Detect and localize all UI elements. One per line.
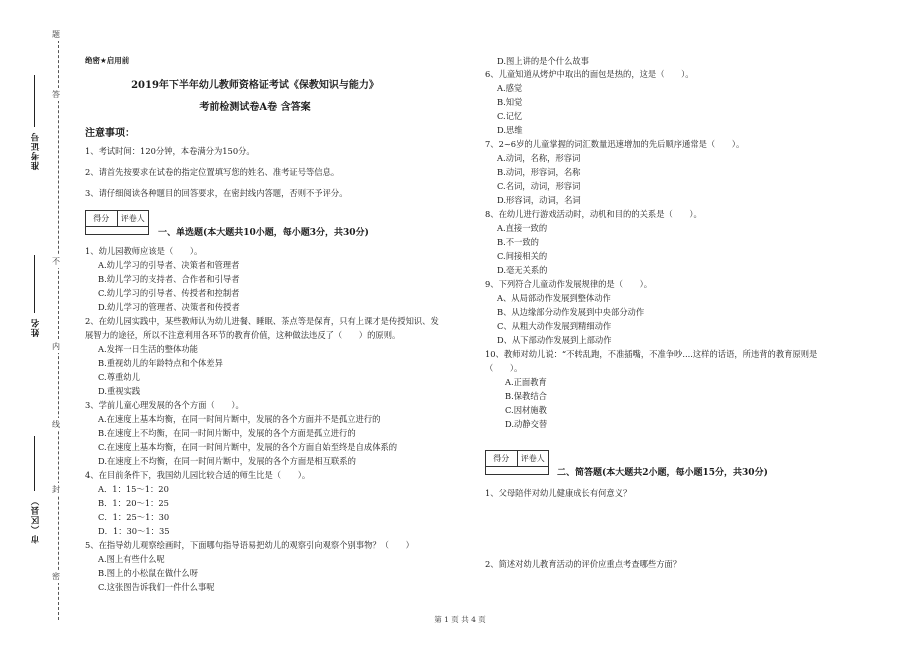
- question-option: A.直接一致的: [497, 223, 548, 233]
- question-stem: 4、在目前条件下，我国幼儿园比较合适的师生比是（ ）。: [85, 470, 311, 480]
- page-title: 2019年下半年幼儿教师资格证考试《保教知识与能力》: [131, 80, 379, 91]
- score-box: [485, 450, 549, 467]
- question-stem: 8、在幼儿进行游戏活动时，动机和目的的关系是（ ）。: [485, 209, 702, 219]
- question-option: B.幼儿学习的支持者、合作者和引导者: [98, 274, 240, 284]
- name-line: [34, 255, 35, 313]
- question-option: B.知觉: [497, 97, 523, 107]
- question-option: A.图上有些什么呢: [98, 554, 165, 564]
- exam-number-line: [34, 75, 35, 127]
- cut-char: 内: [52, 342, 60, 351]
- question-option: C.幼儿学习的引导者、传授者和控制者: [98, 288, 240, 298]
- question-option: B．1：20～1：25: [98, 498, 169, 508]
- score-label: 得分: [93, 214, 110, 223]
- question-option: D.幼儿学习的管理者、决策者和传授者: [98, 302, 240, 312]
- question-stem: 1、幼儿园教师应该是（ ）。: [85, 246, 203, 256]
- question-stem: 展智力的途径，所以不注意利用各环节的教育价值，这种做法违反了（ ）的原则。: [85, 330, 401, 340]
- question-option: A.动词，名称，形容词: [497, 153, 581, 163]
- notice-heading: 注意事项：: [85, 128, 135, 139]
- binding-margin: [0, 0, 75, 650]
- notice-item: 3、请仔细阅读各种题目的回答要求，在密封线内答题，否则不予评分。: [85, 188, 348, 198]
- question-option: A.发挥一日生活的整体功能: [98, 344, 198, 354]
- question-stem: 5、在指导幼儿观察绘画时，下面哪句指导语易把幼儿的观察引向观察个别事物？（ ）: [85, 540, 414, 550]
- notice-item: 2、请首先按要求在试卷的指定位置填写您的姓名、准考证号等信息。: [85, 167, 340, 177]
- question-option: A.感觉: [497, 83, 523, 93]
- cut-char: 题: [52, 30, 60, 39]
- question-option: C、从粗大动作发展到精细动作: [497, 321, 612, 331]
- question-option: A.在速度上基本均衡，在同一时间片断中，发展的各个方面并不是孤立进行的: [98, 414, 381, 424]
- question-option: D.形容词，动词，名词: [497, 195, 581, 205]
- grader-label: 评卷人: [517, 451, 549, 466]
- cut-char: 答: [52, 90, 60, 99]
- question-option: A．1：15～1：20: [98, 484, 169, 494]
- cut-char: 不: [52, 257, 60, 266]
- question-stem: 7、2~6岁的儿童掌握的词汇数量迅速增加的先后顺序通常是（ ）。: [485, 139, 745, 149]
- question-option: B.图上的小松鼠在做什么呀: [98, 568, 199, 578]
- page-footer: 第 1 页 共 4 页: [434, 615, 486, 624]
- question-option: C.记忆: [497, 111, 523, 121]
- question-option: D.在速度上不均衡，在同一时间片断中，发展的各个方面是相互联系的: [98, 456, 356, 466]
- question-option: C.这张图告诉我们一件什么事呢: [98, 582, 215, 592]
- grader-label: 评卷人: [117, 211, 149, 226]
- section2-heading: 二、简答题(本大题共2小题，每小题15分，共30分): [557, 468, 768, 478]
- district-line: [34, 436, 35, 491]
- question-stem: 6、儿童知道从烤炉中取出的面包是热的，这是（ ）。: [485, 69, 694, 79]
- question-option: D.重视实践: [98, 386, 141, 396]
- question-option: C.尊重幼儿: [98, 372, 140, 382]
- question-option: C.在速度上基本均衡，在同一时间片断中，发展的各个方面自始至终是自成体系的: [98, 442, 398, 452]
- district-label: 市（区县）: [31, 496, 41, 544]
- question-option: C．1：25～1：30: [98, 512, 170, 522]
- question-stem: 3、学前儿童心理发展的各个方面（ ）。: [85, 400, 244, 410]
- question-option: C.因材施教: [505, 405, 547, 415]
- question-stem: 1、父母陪伴对幼儿健康成长有何意义？: [485, 488, 632, 498]
- question-stem: 9、下列符合儿童动作发展规律的是（ ）。: [485, 279, 653, 289]
- score-box: [85, 210, 149, 227]
- question-option: D．1：30～1：35: [98, 526, 170, 536]
- name-label: 姓名: [31, 318, 41, 337]
- question-option: B.不一致的: [497, 237, 539, 247]
- question-option: A.正面教育: [505, 377, 547, 387]
- question-option: A.幼儿学习的引导者、决策者和管理者: [98, 260, 240, 270]
- section1-heading: 一、单选题(本大题共10小题，每小题3分，共30分): [158, 228, 369, 238]
- score-label: 得分: [493, 454, 510, 463]
- page-subtitle: 考前检测试卷A卷 含答案: [199, 102, 311, 113]
- cut-char: 密: [52, 572, 60, 581]
- question-option: D.思维: [497, 125, 523, 135]
- seal-line: [58, 30, 59, 620]
- question-option: D.动静交替: [505, 419, 548, 429]
- score-box-blank: [85, 227, 149, 235]
- question-option: B.动词，形容词，名称: [497, 167, 581, 177]
- secret-mark: 绝密★启用前: [85, 56, 130, 65]
- question-option: D.毫无关系的: [497, 265, 548, 275]
- question-option: D.图上讲的是个什么故事: [497, 56, 589, 66]
- cut-char: 封: [52, 485, 60, 494]
- question-stem: 2、简述对幼儿教育活动的评价应重点考查哪些方面？: [485, 559, 682, 569]
- question-option: A、从局部动作发展到整体动作: [497, 293, 611, 303]
- score-box-blank: [485, 467, 549, 475]
- question-option: B.保教结合: [505, 391, 547, 401]
- exam-number-label: 准考证号: [31, 132, 41, 170]
- cut-char: 线: [52, 420, 60, 429]
- question-stem: 10、教师对幼儿说：“不转乱跑，不准插嘴，不准争吵....这样的话语，所违背的教育原则是: [485, 349, 818, 359]
- question-option: D、从下部动作发展到上部动作: [497, 335, 612, 345]
- notice-item: 1、考试时间：120分钟，本卷满分为150分。: [85, 146, 255, 156]
- question-stem: （ ）。: [485, 363, 523, 373]
- question-stem: 2、在幼儿园实践中，某些教师认为幼儿进餐、睡眠、茶点等是保育，只有上课才是传授知识、发: [85, 316, 439, 326]
- question-option: C.名词，动词，形容词: [497, 181, 581, 191]
- question-option: B.在速度上不均衡，在同一时间片断中，发展的各个方面是孤立进行的: [98, 428, 356, 438]
- question-option: C.间接相关的: [497, 251, 548, 261]
- question-option: B.重视幼儿的年龄特点和个体差异: [98, 358, 223, 368]
- question-option: B、从边缘部分动作发展到中央部分动作: [497, 307, 645, 317]
